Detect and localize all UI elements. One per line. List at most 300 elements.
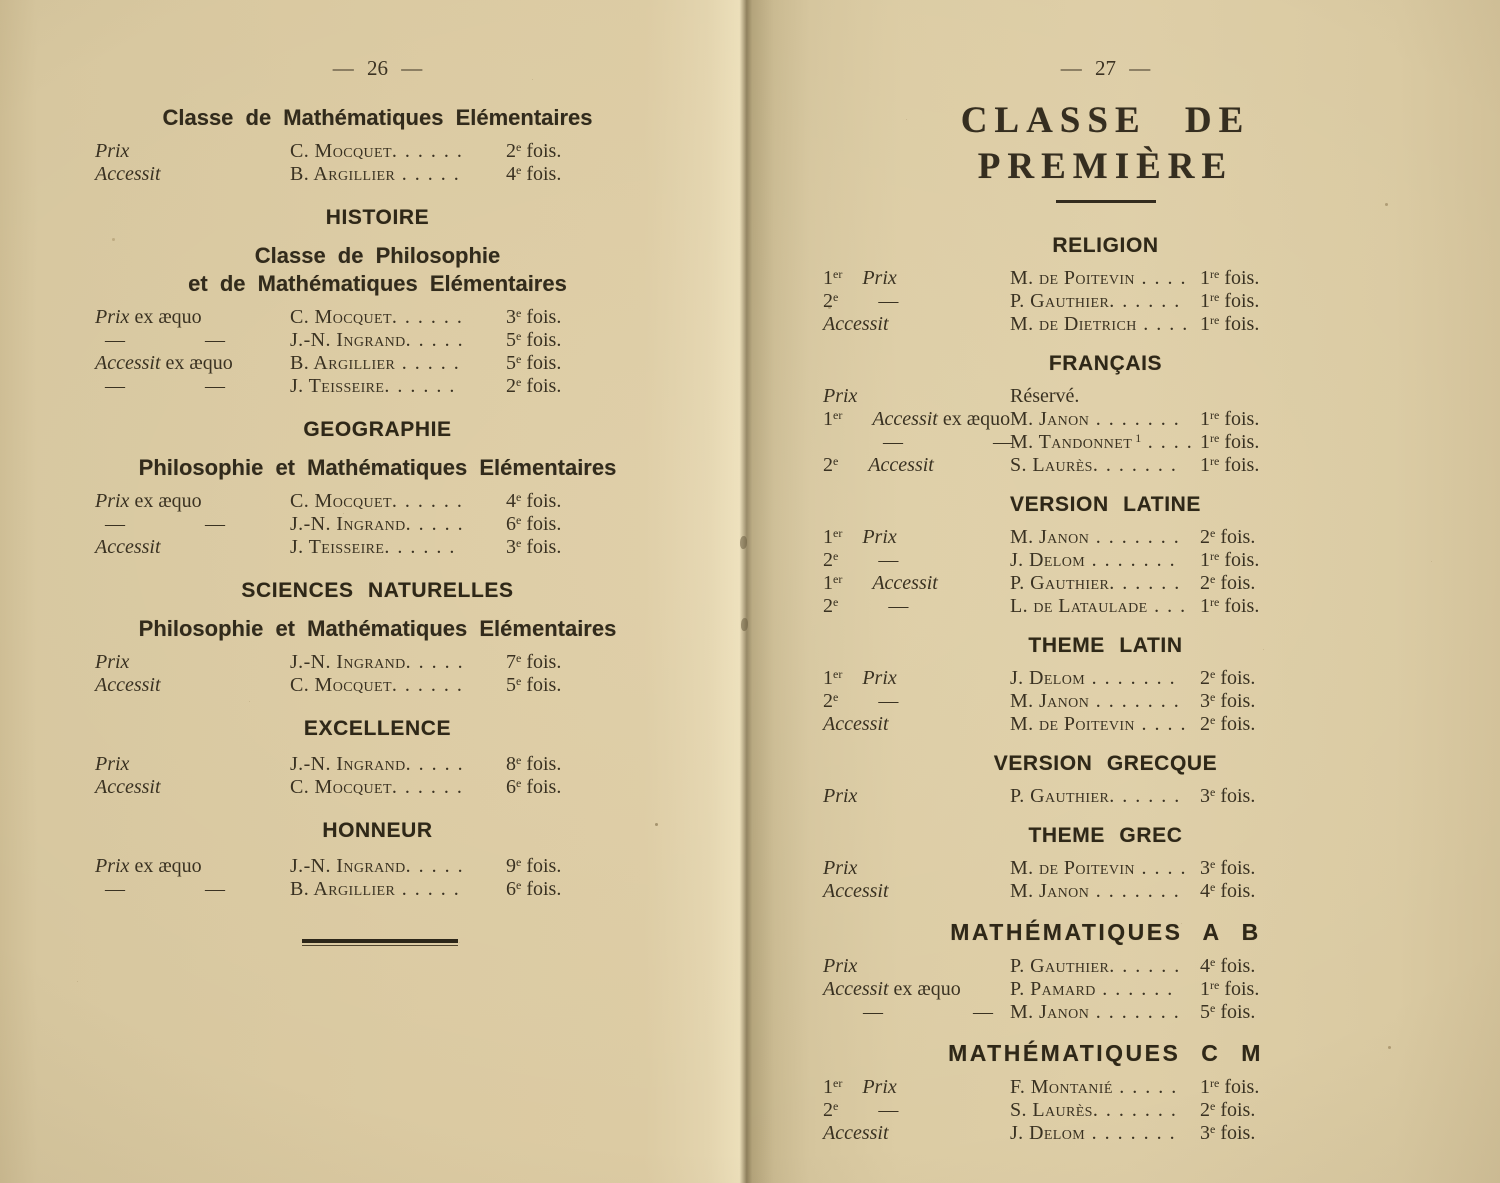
section-subtitle: Classe de Mathématiques Elémentaires bbox=[162, 105, 593, 130]
section-head: RELIGION bbox=[1052, 234, 1159, 257]
text-segment: e bbox=[516, 352, 522, 366]
text-segment: 1 bbox=[1200, 978, 1210, 1000]
row-name bbox=[1010, 1001, 1180, 1024]
row-times bbox=[506, 513, 561, 536]
prize-row bbox=[823, 690, 1388, 713]
text-segment: . . . . bbox=[1136, 313, 1189, 335]
row-label bbox=[95, 536, 161, 559]
text-segment: fois. bbox=[521, 140, 562, 162]
row-label bbox=[823, 1001, 993, 1024]
section bbox=[823, 633, 1388, 736]
text-segment: re bbox=[1210, 595, 1220, 609]
row-times bbox=[1200, 1076, 1259, 1099]
text-segment: 1 bbox=[823, 408, 833, 430]
prize-row bbox=[95, 674, 660, 697]
row-name bbox=[290, 753, 464, 776]
text-segment: e bbox=[1210, 1099, 1216, 1113]
prize-row bbox=[95, 375, 660, 398]
row-label bbox=[95, 329, 225, 352]
section bbox=[95, 104, 660, 186]
text-segment: 5 bbox=[506, 352, 516, 374]
row-label bbox=[823, 1099, 898, 1122]
text-segment: P. Gauthier bbox=[1010, 572, 1110, 594]
text-segment: . . . . . bbox=[405, 513, 465, 535]
staple-mark bbox=[740, 536, 748, 549]
row-times bbox=[1200, 880, 1255, 903]
row-name bbox=[1010, 1122, 1176, 1145]
text-segment: — — bbox=[95, 375, 225, 397]
row-name bbox=[1010, 1076, 1178, 1099]
text-segment: fois. bbox=[1219, 431, 1260, 453]
text-segment: B. Argillier bbox=[290, 878, 396, 900]
staple-mark bbox=[741, 618, 749, 631]
text-segment: er bbox=[833, 408, 843, 422]
text-segment: 5 bbox=[506, 674, 516, 696]
section bbox=[823, 492, 1388, 618]
text-segment: . . . . . . . bbox=[1089, 880, 1181, 902]
prize-row bbox=[823, 857, 1388, 880]
row-times bbox=[1200, 572, 1255, 595]
row-label bbox=[823, 526, 897, 549]
text-segment: 2 bbox=[506, 375, 516, 397]
text-segment: 6 bbox=[506, 513, 516, 535]
text-segment: . . . . . . bbox=[1109, 290, 1181, 312]
text-segment: fois. bbox=[1219, 290, 1260, 312]
text-segment: fois. bbox=[1219, 267, 1260, 289]
text-segment: Prix bbox=[842, 526, 897, 548]
text-segment: C. Mocquet bbox=[290, 306, 392, 328]
row-label bbox=[95, 878, 225, 901]
row-times bbox=[1200, 713, 1255, 736]
row-times bbox=[506, 651, 561, 674]
text-segment: e bbox=[833, 454, 839, 468]
section bbox=[823, 918, 1388, 1024]
text-segment: 1 bbox=[1200, 431, 1210, 453]
text-segment: B. Argillier bbox=[290, 352, 396, 374]
text-segment: e bbox=[1210, 690, 1216, 704]
text-segment: . . . . . . . bbox=[1089, 690, 1181, 712]
row-name bbox=[1010, 785, 1181, 808]
section-head: HISTOIRE bbox=[325, 206, 430, 229]
text-segment: — — bbox=[823, 431, 1013, 453]
text-segment: fois. bbox=[1215, 572, 1256, 594]
text-segment: — bbox=[838, 595, 909, 617]
text-segment: fois. bbox=[1219, 313, 1260, 335]
text-segment: Accessit bbox=[95, 674, 161, 696]
text-segment: 6 bbox=[506, 878, 516, 900]
text-segment: e bbox=[516, 674, 522, 688]
text-segment: fois. bbox=[521, 375, 562, 397]
row-name bbox=[1010, 290, 1181, 313]
page-26 bbox=[95, 56, 660, 946]
text-segment: . . . . . . . bbox=[1092, 454, 1178, 476]
text-segment: 2 bbox=[1200, 713, 1210, 735]
text-segment: Accessit bbox=[823, 1122, 889, 1144]
row-name bbox=[290, 536, 456, 559]
text-segment: 2 bbox=[823, 290, 833, 312]
row-name bbox=[1010, 572, 1181, 595]
text-segment: 3 bbox=[1200, 857, 1210, 879]
prize-row bbox=[823, 431, 1388, 454]
text-segment: Prix bbox=[95, 306, 130, 328]
prize-rows bbox=[95, 306, 660, 398]
text-segment: M. Janon bbox=[1010, 526, 1090, 548]
row-label bbox=[95, 855, 202, 878]
row-times bbox=[506, 306, 561, 329]
section bbox=[95, 205, 660, 398]
prize-row bbox=[823, 313, 1388, 336]
row-times bbox=[506, 490, 561, 513]
section bbox=[95, 716, 660, 799]
row-times bbox=[506, 140, 561, 163]
prize-row bbox=[823, 1076, 1388, 1099]
text-segment: re bbox=[1210, 313, 1220, 327]
text-segment: M. Janon bbox=[1010, 690, 1090, 712]
text-segment: fois. bbox=[1215, 955, 1256, 977]
text-segment: J. Teisseire bbox=[290, 375, 385, 397]
text-segment: fois. bbox=[521, 513, 562, 535]
section-head: MATHÉMATIQUES C M bbox=[948, 1040, 1263, 1066]
section-subtitle: et de Mathématiques Elémentaires bbox=[188, 271, 567, 296]
text-segment: Accessit bbox=[823, 978, 889, 1000]
prize-row bbox=[823, 713, 1388, 736]
text-segment: re bbox=[1210, 267, 1220, 281]
row-name bbox=[290, 490, 463, 513]
text-segment: M. Janon bbox=[1010, 408, 1090, 430]
section-head: VERSION GRECQUE bbox=[993, 752, 1218, 775]
text-segment: ex æquo bbox=[160, 352, 233, 374]
text-segment: 1 bbox=[1200, 267, 1210, 289]
text-segment: fois. bbox=[521, 490, 562, 512]
text-segment: fois. bbox=[1215, 1099, 1256, 1121]
prize-row bbox=[823, 955, 1388, 978]
prize-rows bbox=[823, 667, 1388, 736]
text-segment: e bbox=[833, 290, 839, 304]
text-segment: re bbox=[1210, 454, 1220, 468]
row-label bbox=[823, 572, 938, 595]
section-head: MATHÉMATIQUES A B bbox=[950, 919, 1261, 945]
text-segment: e bbox=[516, 306, 522, 320]
text-segment: 1 bbox=[1200, 290, 1210, 312]
prize-row bbox=[823, 408, 1388, 431]
row-name bbox=[1010, 690, 1180, 713]
text-segment: . . . . . . . bbox=[1089, 1001, 1181, 1023]
row-label bbox=[95, 674, 161, 697]
text-segment: fois. bbox=[1215, 713, 1256, 735]
page-number-left: — 26 — bbox=[332, 56, 423, 80]
row-label bbox=[95, 490, 202, 513]
text-segment: . . . . bbox=[1141, 431, 1194, 453]
text-segment: fois. bbox=[1219, 454, 1260, 476]
text-segment: . . . . . bbox=[405, 753, 465, 775]
row-label bbox=[823, 431, 1013, 454]
text-segment: e bbox=[516, 776, 522, 790]
section bbox=[95, 578, 660, 697]
text-segment: B. Argillier bbox=[290, 163, 396, 185]
text-segment: 3 bbox=[1200, 690, 1210, 712]
text-segment: M. de Poitevin bbox=[1010, 267, 1135, 289]
text-segment: Prix bbox=[95, 855, 130, 877]
text-segment: L. de Lataulade bbox=[1010, 595, 1148, 617]
text-segment: 4 bbox=[1200, 955, 1210, 977]
row-times bbox=[506, 753, 561, 776]
row-label bbox=[823, 690, 898, 713]
row-label bbox=[823, 713, 889, 736]
row-times bbox=[506, 375, 561, 398]
text-segment: 2 bbox=[1200, 667, 1210, 689]
row-label bbox=[823, 385, 857, 408]
text-segment: e bbox=[833, 690, 839, 704]
text-segment: e bbox=[1210, 713, 1216, 727]
text-segment: fois. bbox=[521, 352, 562, 374]
row-name bbox=[1010, 978, 1174, 1001]
row-label bbox=[823, 313, 889, 336]
text-segment: er bbox=[833, 667, 843, 681]
text-segment: J.-N. Ingrand bbox=[290, 651, 406, 673]
text-segment: ex æquo bbox=[888, 978, 961, 1000]
section bbox=[95, 818, 660, 901]
text-segment: e bbox=[516, 878, 522, 892]
text-segment: fois. bbox=[1219, 1076, 1260, 1098]
text-segment: — bbox=[838, 290, 899, 312]
text-segment: . . . . . . bbox=[1109, 572, 1181, 594]
text-segment: 4 bbox=[506, 490, 516, 512]
text-segment: P. Pamard bbox=[1010, 978, 1096, 1000]
prize-row bbox=[823, 385, 1388, 408]
prize-row bbox=[95, 163, 660, 186]
text-segment: fois. bbox=[521, 776, 562, 798]
prize-row bbox=[823, 572, 1388, 595]
prize-row bbox=[95, 536, 660, 559]
row-label bbox=[823, 408, 1010, 431]
row-label bbox=[95, 375, 225, 398]
text-segment: er bbox=[833, 1076, 843, 1090]
row-label bbox=[823, 857, 857, 880]
row-times bbox=[506, 674, 561, 697]
prize-row bbox=[823, 978, 1388, 1001]
row-name bbox=[1010, 385, 1079, 408]
text-segment: e bbox=[1210, 526, 1216, 540]
section bbox=[823, 351, 1388, 477]
text-segment: 1 bbox=[823, 667, 833, 689]
text-segment: e bbox=[1210, 857, 1216, 871]
text-segment: 1 bbox=[1200, 313, 1210, 335]
text-segment: 3 bbox=[506, 536, 516, 558]
row-label bbox=[823, 667, 897, 690]
text-segment: 1 bbox=[1132, 431, 1142, 445]
row-times bbox=[1200, 690, 1255, 713]
text-segment: . . . . . bbox=[405, 855, 465, 877]
text-segment: 4 bbox=[1200, 880, 1210, 902]
text-segment: 2 bbox=[823, 549, 833, 571]
prize-row bbox=[95, 329, 660, 352]
text-segment: Prix bbox=[823, 955, 858, 977]
text-segment: . . . . . . . bbox=[1089, 408, 1181, 430]
prize-rows bbox=[823, 385, 1388, 477]
text-segment: . . . . . . . bbox=[1089, 526, 1181, 548]
text-segment: 8 bbox=[506, 753, 516, 775]
prize-row bbox=[823, 785, 1388, 808]
prize-row bbox=[823, 290, 1388, 313]
prize-rows bbox=[823, 785, 1388, 808]
text-segment: . . . . . bbox=[405, 651, 465, 673]
page-27 bbox=[823, 56, 1388, 1145]
row-name bbox=[1010, 313, 1189, 336]
text-segment: . . . . . . . bbox=[1085, 549, 1177, 571]
text-segment: Prix bbox=[95, 753, 130, 775]
row-label bbox=[95, 163, 161, 186]
row-name bbox=[290, 140, 463, 163]
text-segment: Accessit bbox=[95, 352, 161, 374]
text-segment: Accessit bbox=[823, 880, 889, 902]
text-segment: M. de Dietrich bbox=[1010, 313, 1137, 335]
row-times bbox=[1200, 549, 1259, 572]
section-head: SCIENCES NATURELLES bbox=[241, 579, 514, 602]
text-segment: 7 bbox=[506, 651, 516, 673]
section-subtitle: Classe de Philosophie bbox=[254, 243, 501, 268]
row-times bbox=[1200, 1099, 1255, 1122]
text-segment: re bbox=[1210, 290, 1220, 304]
text-segment: fois. bbox=[521, 651, 562, 673]
row-label bbox=[823, 549, 898, 572]
text-segment: Prix bbox=[95, 490, 130, 512]
row-name bbox=[290, 776, 463, 799]
text-segment: . . . . . . . bbox=[1092, 1099, 1178, 1121]
text-segment: 3 bbox=[1200, 785, 1210, 807]
text-segment: 6 bbox=[506, 776, 516, 798]
text-segment: fois. bbox=[521, 329, 562, 351]
text-segment: ex æquo bbox=[129, 306, 202, 328]
text-segment: Prix bbox=[842, 667, 897, 689]
text-segment: . . . . bbox=[1134, 713, 1187, 735]
prize-rows bbox=[823, 267, 1388, 336]
row-times bbox=[1200, 526, 1255, 549]
text-segment: fois. bbox=[1215, 690, 1256, 712]
section-head: VERSION LATINE bbox=[1009, 493, 1202, 516]
text-segment: 1 bbox=[1200, 595, 1210, 617]
row-name bbox=[290, 306, 463, 329]
row-times bbox=[1200, 667, 1255, 690]
text-segment: 2 bbox=[506, 140, 516, 162]
row-times bbox=[1200, 595, 1259, 618]
prize-row bbox=[95, 878, 660, 901]
row-name bbox=[1010, 713, 1187, 736]
text-segment: 1 bbox=[1200, 408, 1210, 430]
row-times bbox=[506, 878, 561, 901]
text-segment: M. Tandonnet bbox=[1010, 431, 1133, 453]
row-name bbox=[1010, 595, 1187, 618]
row-label bbox=[823, 595, 908, 618]
text-segment: e bbox=[516, 651, 522, 665]
prize-row bbox=[823, 454, 1388, 477]
text-segment: re bbox=[1210, 431, 1220, 445]
row-label bbox=[823, 955, 857, 978]
text-segment: J. Delom bbox=[1010, 667, 1086, 689]
text-segment: S. Laurès bbox=[1010, 454, 1093, 476]
left-sections bbox=[95, 104, 660, 901]
row-name bbox=[290, 878, 460, 901]
text-segment: ex æquo bbox=[129, 855, 202, 877]
text-segment: J. Teisseire bbox=[290, 536, 385, 558]
text-segment: ex æquo bbox=[937, 408, 1011, 430]
row-name bbox=[1010, 454, 1177, 477]
section bbox=[823, 233, 1388, 336]
text-segment: fois. bbox=[1219, 549, 1260, 571]
text-segment: 2 bbox=[1200, 572, 1210, 594]
text-segment: fois. bbox=[1219, 978, 1260, 1000]
text-segment: e bbox=[516, 753, 522, 767]
row-name bbox=[290, 855, 464, 878]
text-segment: 2 bbox=[1200, 526, 1210, 548]
end-rule-bar bbox=[302, 939, 458, 943]
text-segment: 3 bbox=[1200, 1122, 1210, 1144]
prize-rows bbox=[823, 955, 1388, 1024]
row-name bbox=[290, 674, 463, 697]
title-underline bbox=[1056, 200, 1156, 203]
text-segment: J. Delom bbox=[1010, 549, 1086, 571]
text-segment: Prix bbox=[823, 385, 858, 407]
text-segment: C. Mocquet bbox=[290, 674, 392, 696]
text-segment: . . . . bbox=[1134, 857, 1187, 879]
section-head: HONNEUR bbox=[322, 819, 433, 842]
text-segment: 1 bbox=[823, 526, 833, 548]
prize-rows bbox=[823, 526, 1388, 618]
row-times bbox=[1200, 955, 1255, 978]
text-segment: fois. bbox=[1215, 526, 1256, 548]
row-times bbox=[1200, 431, 1259, 454]
text-segment: fois. bbox=[1215, 880, 1256, 902]
row-times bbox=[1200, 857, 1255, 880]
text-segment: Accessit bbox=[823, 713, 889, 735]
prize-row bbox=[95, 513, 660, 536]
text-segment: . . . . . . . bbox=[1085, 1122, 1177, 1144]
text-segment: Prix bbox=[842, 1076, 897, 1098]
text-segment: fois. bbox=[1215, 1001, 1256, 1023]
text-segment: er bbox=[833, 572, 843, 586]
section bbox=[823, 1039, 1388, 1145]
text-segment: fois. bbox=[521, 878, 562, 900]
text-segment: 1 bbox=[1200, 454, 1210, 476]
text-segment: . . . . . . bbox=[391, 306, 464, 328]
text-segment: — — bbox=[95, 329, 225, 351]
row-name bbox=[1010, 408, 1180, 431]
end-rule bbox=[302, 939, 458, 946]
chapter-title: CLASSE DE PREMIÈRE bbox=[960, 100, 1251, 187]
text-segment: 2 bbox=[1200, 1099, 1210, 1121]
text-segment: Prix bbox=[842, 267, 897, 289]
row-label bbox=[95, 753, 129, 776]
text-segment: 1 bbox=[823, 267, 833, 289]
text-segment: Accessit bbox=[95, 163, 161, 185]
row-label bbox=[823, 1076, 897, 1099]
text-segment: fois. bbox=[521, 674, 562, 696]
text-segment: e bbox=[833, 1099, 839, 1113]
text-segment: P. Gauthier bbox=[1010, 785, 1110, 807]
text-segment: — bbox=[838, 1099, 899, 1121]
text-segment: e bbox=[516, 855, 522, 869]
text-segment: e bbox=[833, 549, 839, 563]
row-label bbox=[95, 306, 202, 329]
prize-row bbox=[95, 490, 660, 513]
row-name bbox=[1010, 880, 1180, 903]
row-name bbox=[1010, 526, 1180, 549]
text-segment: . . . . . . . bbox=[1085, 667, 1177, 689]
text-segment: fois. bbox=[521, 306, 562, 328]
row-name bbox=[1010, 955, 1181, 978]
row-name bbox=[290, 651, 464, 674]
prize-row bbox=[823, 880, 1388, 903]
prize-rows bbox=[95, 490, 660, 559]
